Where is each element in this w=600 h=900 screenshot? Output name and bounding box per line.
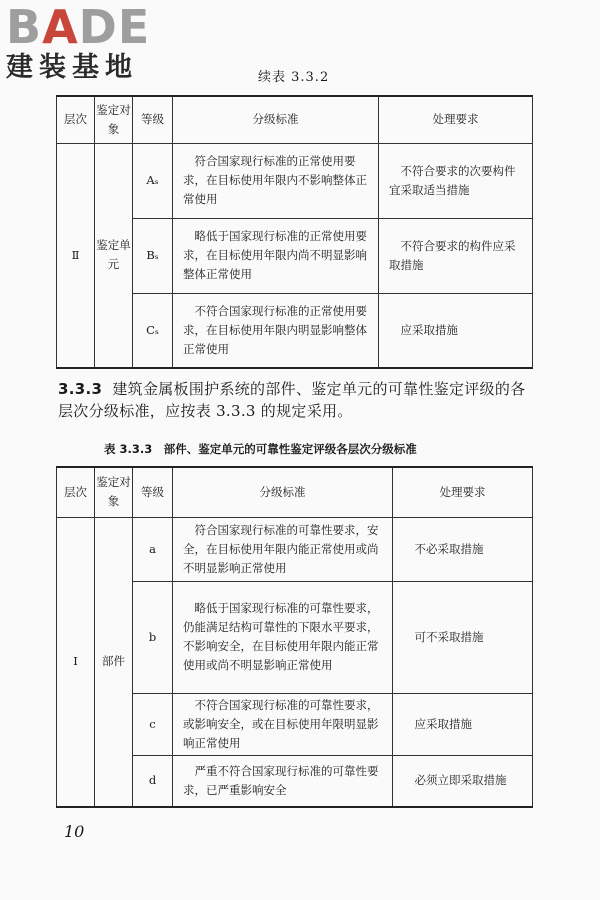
header-standard: 分级标准 bbox=[173, 467, 393, 517]
table2-caption: 表 3.3.3 部件、鉴定单元的可靠性鉴定评级各层次分级标准 bbox=[104, 442, 417, 456]
header-object: 鉴定对象 bbox=[95, 96, 133, 143]
header-object: 鉴定对象 bbox=[95, 467, 133, 517]
page-number: 10 bbox=[64, 822, 85, 841]
object-cell: 部件 bbox=[95, 517, 133, 807]
level-cell: Ⅰ bbox=[57, 517, 95, 807]
grade-cell: Aₛ bbox=[133, 143, 173, 218]
grade-cell: d bbox=[133, 755, 173, 807]
table1 bbox=[56, 95, 533, 369]
table1-caption: 续表 3.3.2 bbox=[258, 70, 330, 85]
standard-cell: 不符合国家现行标准的正常使用要求，在目标使用年限内明显影响整体正常使用 bbox=[173, 293, 379, 368]
clause-text: 建筑金属板围护系统的部件、鉴定单元的可靠性鉴定评级的各层次分级标准，应按表 3.3.3 的规定采用。 bbox=[58, 380, 526, 420]
grade-cell: Cₛ bbox=[133, 293, 173, 368]
header-grade: 等级 bbox=[133, 96, 173, 143]
handling-cell: 不符合要求的次要构件宜采取适当措施 bbox=[379, 143, 533, 218]
standard-cell: 严重不符合国家现行标准的可靠性要求，已严重影响安全 bbox=[173, 755, 393, 807]
clause-number: 3.3.3 bbox=[58, 380, 103, 398]
header-grade: 等级 bbox=[133, 467, 173, 517]
standard-cell: 略低于国家现行标准的可靠性要求，仍能满足结构可靠性的下限水平要求，不影响安全，在目标使用年限内能正常使用或尚不明显影响正常使用 bbox=[173, 581, 393, 693]
standard-cell: 不符合国家现行标准的可靠性要求，或影响安全，或在目标使用年限明显影响正常使用 bbox=[173, 693, 393, 755]
level-cell: Ⅱ bbox=[57, 143, 95, 368]
table2 bbox=[56, 466, 533, 808]
header-standard: 分级标准 bbox=[173, 96, 379, 143]
header-handling: 处理要求 bbox=[379, 96, 533, 143]
handling-cell: 必须立即采取措施 bbox=[393, 755, 533, 807]
standard-cell: 符合国家现行标准的正常使用要求，在目标使用年限内不影响整体正常使用 bbox=[173, 143, 379, 218]
grade-cell: Bₛ bbox=[133, 218, 173, 293]
header-level: 层次 bbox=[57, 96, 95, 143]
handling-cell: 应采取措施 bbox=[393, 693, 533, 755]
grade-cell: c bbox=[133, 693, 173, 755]
logo-wordmark: BADE bbox=[6, 0, 151, 54]
object-cell: 鉴定单元 bbox=[95, 143, 133, 368]
grade-cell: a bbox=[133, 517, 173, 581]
brand-logo bbox=[6, 2, 176, 84]
header-level: 层次 bbox=[57, 467, 95, 517]
table-row bbox=[57, 517, 533, 581]
table-row bbox=[57, 143, 533, 218]
clause-paragraph bbox=[58, 378, 538, 422]
logo-subtitle: 建装基地 bbox=[6, 52, 138, 83]
handling-cell: 可不采取措施 bbox=[393, 581, 533, 693]
header-handling: 处理要求 bbox=[393, 467, 533, 517]
grade-cell: b bbox=[133, 581, 173, 693]
handling-cell: 不必采取措施 bbox=[393, 517, 533, 581]
standard-cell: 符合国家现行标准的可靠性要求，安全，在目标使用年限内能正常使用或尚不明显影响正常使用 bbox=[173, 517, 393, 581]
handling-cell: 不符合要求的构件应采取措施 bbox=[379, 218, 533, 293]
handling-cell: 应采取措施 bbox=[379, 293, 533, 368]
standard-cell: 略低于国家现行标准的正常使用要求，在目标使用年限内尚不明显影响整体正常使用 bbox=[173, 218, 379, 293]
